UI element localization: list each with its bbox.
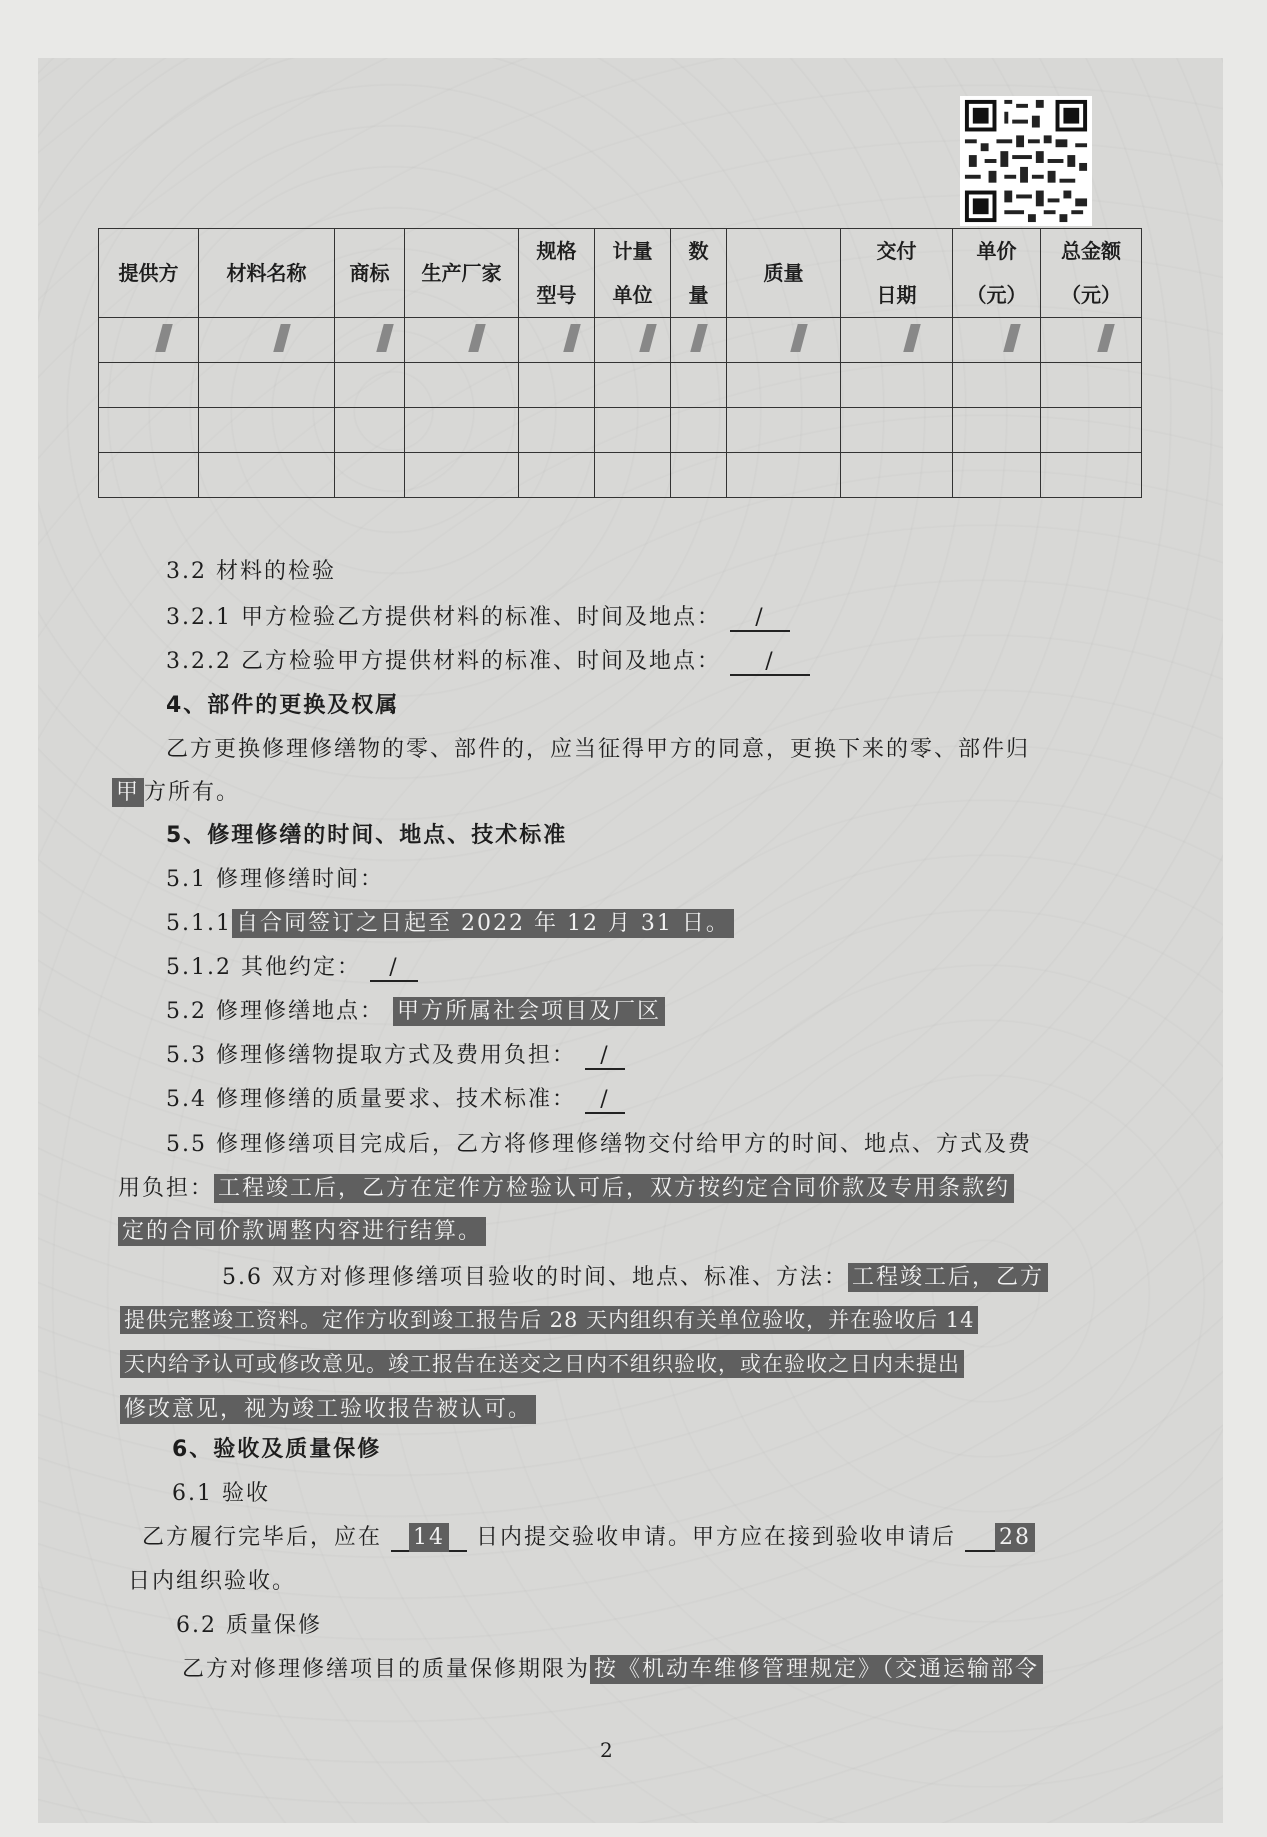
section-5-5-line3 [118, 1214, 486, 1245]
table-cell [671, 318, 727, 363]
section-5-6-line4 [120, 1392, 536, 1423]
slash-mark [155, 324, 173, 352]
section-3-2: 3.2 材料的检验 [166, 559, 336, 584]
table-header-row [99, 229, 1142, 318]
table-cell [953, 318, 1041, 363]
header-unit-price: 单价 （元） [953, 229, 1041, 318]
table-row [99, 408, 1142, 453]
section-5-6: 5.6 双方对修理修缮项目验收的时间、地点、标准、方法： 工程竣工后，乙方 [222, 1260, 1048, 1291]
slash-mark [903, 324, 921, 352]
table-cell [335, 318, 405, 363]
header-spec-model: 规格 型号 [519, 229, 595, 318]
field-5-1-2: / [370, 955, 418, 982]
section-5-heading: 5、修理修缮的时间、地点、技术标准 [166, 823, 568, 848]
slash-mark [1097, 324, 1115, 352]
table-cell [841, 318, 953, 363]
section-3-2-2: 3.2.2 乙方检验甲方提供材料的标准、时间及地点： / [166, 644, 810, 676]
header-quality: 质量 [727, 229, 841, 318]
acceptance-terms-field-2: 提供完整竣工资料。定作方收到竣工报告后 28 天内组织有关单位验收，并在验收后 14 [120, 1306, 978, 1334]
submit-days-field: 14 [409, 1523, 449, 1552]
repair-period-field: 自合同签订之日起至 2022 年 12 月 31 日。 [232, 909, 734, 938]
section-4-text: 乙方更换修理修缮物的零、部件的，应当征得甲方的同意，更换下来的零、部件归 [166, 737, 1031, 762]
section-5-1: 5.1 修理修缮时间： [166, 867, 384, 892]
table-cell [99, 318, 199, 363]
page-number: 2 [600, 1738, 613, 1762]
section-6-1-text: 乙方履行完毕后，应在 14 日内提交验收申请。甲方应在接到验收申请后 28 [142, 1520, 1035, 1552]
delivery-terms-field: 工程竣工后，乙方在定作方检验认可后，双方按约定合同价款及专用条款约 [214, 1174, 1014, 1203]
repair-location-field: 甲方所属社会项目及厂区 [393, 997, 665, 1026]
field-3-2-2: / [730, 649, 810, 676]
section-6-2-text: 乙方对修理修缮项目的质量保修期限为 按《机动车维修管理规定》（交通运输部令 [182, 1652, 1043, 1683]
qr-code [960, 96, 1092, 226]
table-row [99, 453, 1142, 498]
owner-field: 甲 [112, 778, 144, 807]
section-5-6-line3 [120, 1348, 964, 1378]
slash-mark [690, 324, 708, 352]
table-cell [727, 318, 841, 363]
header-quantity: 数 量 [671, 229, 727, 318]
section-6-1: 6.1 验收 [172, 1481, 270, 1506]
header-manufacturer: 生产厂家 [405, 229, 519, 318]
table-cell [519, 318, 595, 363]
section-6-2: 6.2 质量保修 [176, 1613, 322, 1638]
warranty-period-field: 按《机动车维修管理规定》（交通运输部令 [590, 1655, 1043, 1684]
acceptance-terms-field: 工程竣工后，乙方 [848, 1263, 1048, 1292]
section-6-heading: 6、验收及质量保修 [172, 1437, 382, 1462]
header-delivery-date: 交付 日期 [841, 229, 953, 318]
slash-mark [790, 324, 808, 352]
acceptance-terms-field-4: 修改意见，视为竣工验收报告被认可。 [120, 1395, 536, 1424]
slash-mark [639, 324, 657, 352]
table-cell [405, 318, 519, 363]
organize-days-field: 28 [995, 1523, 1035, 1552]
delivery-terms-field-cont: 定的合同价款调整内容进行结算。 [118, 1217, 486, 1246]
header-supplier: 提供方 [99, 229, 199, 318]
section-4-owner-line: 甲 方所有。 [112, 775, 240, 806]
header-total-amount: 总金额 （元） [1041, 229, 1142, 318]
slash-mark [563, 324, 581, 352]
section-5-4: 5.4 修理修缮的质量要求、技术标准： / [166, 1082, 625, 1114]
section-5-6-line2 [120, 1304, 978, 1334]
section-3-2-1: 3.2.1 甲方检验乙方提供材料的标准、时间及地点： / [166, 600, 790, 632]
slash-mark [376, 324, 394, 352]
table-cell [595, 318, 671, 363]
acceptance-terms-field-3: 天内给予认可或修改意见。竣工报告在送交之日内不组织验收，或在验收之日内未提出 [120, 1350, 964, 1378]
section-5-5: 5.5 修理修缮项目完成后，乙方将修理修缮物交付给甲方的时间、地点、方式及费 [166, 1132, 1032, 1157]
field-5-4: / [585, 1087, 625, 1114]
materials-table [98, 228, 1142, 498]
table-cell [199, 318, 335, 363]
header-unit: 计量 单位 [595, 229, 671, 318]
slash-mark [273, 324, 291, 352]
section-5-1-2: 5.1.2 其他约定： / [166, 950, 418, 982]
section-5-3: 5.3 修理修缮物提取方式及费用负担： / [166, 1038, 625, 1070]
field-5-3: / [585, 1043, 625, 1070]
table-row [99, 318, 1142, 363]
header-trademark: 商标 [335, 229, 405, 318]
section-5-1-1: 5.1.1 自合同签订之日起至 2022 年 12 月 31 日。 [166, 906, 734, 937]
header-material-name: 材料名称 [199, 229, 335, 318]
slash-mark [468, 324, 486, 352]
slash-mark [1003, 324, 1021, 352]
section-5-2: 5.2 修理修缮地点： 甲方所属社会项目及厂区 [166, 994, 665, 1025]
table-row [99, 363, 1142, 408]
section-5-5-line2: 用负担： 工程竣工后，乙方在定作方检验认可后，双方按约定合同价款及专用条款约 [118, 1171, 1014, 1202]
table-cell [1041, 318, 1142, 363]
field-3-2-1: / [730, 605, 790, 632]
section-4-heading: 4、部件的更换及权属 [166, 693, 400, 718]
section-6-1-text-line2: 日内组织验收。 [128, 1569, 297, 1594]
